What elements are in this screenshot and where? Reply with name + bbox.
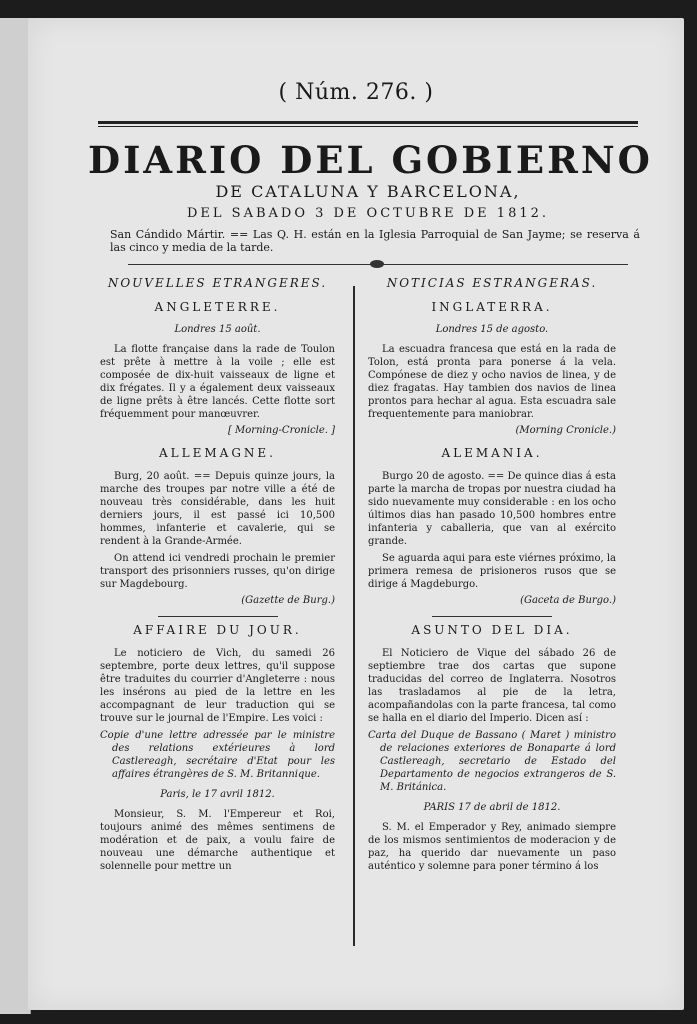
left-section-title: AFFAIRE DU JOUR.: [133, 623, 302, 637]
left-letter-title: Copie d'une lettre adressée par le ministre des relations extérieures à lord Castlereagh, secrétaire d'Etat pour les affaires étrangères de S. M. Britannique.: [100, 730, 335, 780]
right-column-heading: NOTICIAS ESTRANGERAS.: [386, 276, 598, 290]
left-source-england: [ Morning-Cronicle. ]: [227, 425, 335, 436]
left-country-england: ANGLETERRE.: [154, 300, 281, 314]
left-article-germany-2: On attend ici vendredi prochain le premier transport des prisonniers russes, qu'on dirige sur Magdebourg.: [100, 553, 335, 590]
left-article-germany-1: Burg, 20 août. == Depuis quinze jours, la marche des troupes par notre ville a été de nouveau très considérable, dans les huit derniers jours, il est passé ici 10,500 hommes, infanterie et cavalerie, qui se rendent à la Grande-Armée.: [100, 471, 335, 547]
right-article-england: La escuadra francesa que está en la rada de Tolon, está pronta para ponerse á la vela. Compónese de diez y ocho navios de linea, y de diez fragatas. Hay tambien dos navios de linea prontos para hechar al agua. Esta escuadra sale frequentemente para maniobrar.: [368, 344, 616, 420]
saint-notice: San Cándido Mártir. == Las Q. H. están en la Iglesia Parroquial de San Jayme; se reserva á las cinco y media de la tarde.: [110, 228, 640, 254]
left-section-rule: [158, 616, 278, 617]
left-letter-body: Monsieur, S. M. l'Empereur et Roi, toujours animé des mêmes sentimens de modération et de paix, a voulu faire de nouveau une démarche authentique et solennelle pour mettre un: [100, 809, 335, 872]
right-letter-body: S. M. el Emperador y Rey, animado siempre de los mismos sentimientos de moderacion y de paz, ha querido dar nuevamente un paso auténtico y solemne para poner término á los: [368, 822, 616, 872]
right-section-rule: [432, 616, 552, 617]
issue-date: DEL SABADO 3 DE OCTUBRE DE 1812.: [186, 206, 550, 221]
left-dateline-paris: Paris, le 17 avril 1812.: [160, 789, 275, 800]
right-source-germany: (Gaceta de Burgo.): [520, 595, 616, 606]
left-country-germany: ALLEMAGNE.: [159, 446, 276, 460]
right-letter-title: Carta del Duque de Bassano ( Maret ) ministro de relaciones exteriores de Bonaparte á lord Castlereagh, secretario de Estado del Departamento de negocios extrangeros de S. M. Británica.: [368, 730, 616, 793]
left-source-germany: (Gazette de Burg.): [241, 595, 335, 606]
issue-number: ( Núm. 276. ): [278, 80, 434, 105]
right-article-germany-1: Burgo 20 de agosto. == De quince dias á esta parte la marcha de tropas por nuestra ciudad ha sido nuevamente muy considerable : en los ocho últimos dias han pasado 10,500 hombres entre infanteria y caballeria, que van al exército grande.: [368, 471, 616, 547]
newspaper-page: [28, 18, 684, 1010]
left-column: [100, 276, 335, 877]
right-dateline-paris: PARIS 17 de abril de 1812.: [423, 802, 561, 813]
adjacent-page-edge: [0, 18, 31, 1014]
header-rule: [98, 121, 638, 127]
right-article-germany-2: Se aguarda aqui para este viérnes próximo, la primera remesa de prisioneros rusos que se dirige á Magdeburgo.: [368, 553, 616, 590]
right-dateline-london: Londres 15 de agosto.: [435, 324, 549, 335]
right-country-germany: ALEMANIA.: [441, 446, 543, 460]
right-country-england: INGLATERRA.: [431, 300, 553, 314]
right-source-england: (Morning Cronicle.): [515, 425, 616, 436]
masthead-title: DIARIO DEL GOBIERNO: [88, 138, 653, 182]
right-article-asunto: El Noticiero de Vique del sábado 26 de septiembre trae dos cartas que supone traducidas del correo de Inglaterra. Nosotros las trasladamos al pie de la letra, acompañandolas con la parte francesa, tal como se halla en el diario del Imperio. Dicen así :: [368, 648, 616, 724]
left-article-england: La flotte française dans la rade de Toulon est prête à mettre à la voile ; elle est composée de dix-huit vaisseaux de ligne et dix frégates. Il y a également deux vaisseaux de ligne prêts à être lancés. Cette flotte sort fréquemment pour manœuvrer.: [100, 344, 335, 420]
right-section-title: ASUNTO DEL DIA.: [411, 623, 573, 637]
masthead-subtitle: DE CATALUNA Y BARCELONA,: [215, 182, 521, 201]
right-column: [368, 276, 616, 877]
left-dateline-london: Londres 15 août.: [174, 324, 261, 335]
left-column-heading: NOUVELLES ETRANGERES.: [107, 276, 328, 290]
column-divider: [353, 286, 355, 946]
divider-ornament: [370, 260, 384, 268]
left-article-affaire: Le noticiero de Vich, du samedi 26 septembre, porte deux lettres, qu'il suppose être traduites du courrier d'Angleterre : nous les insérons au pied de la lettre en les accompagnant de leur traduction qui se trouve sur le journal de l'Empire. Les voici :: [100, 648, 335, 724]
